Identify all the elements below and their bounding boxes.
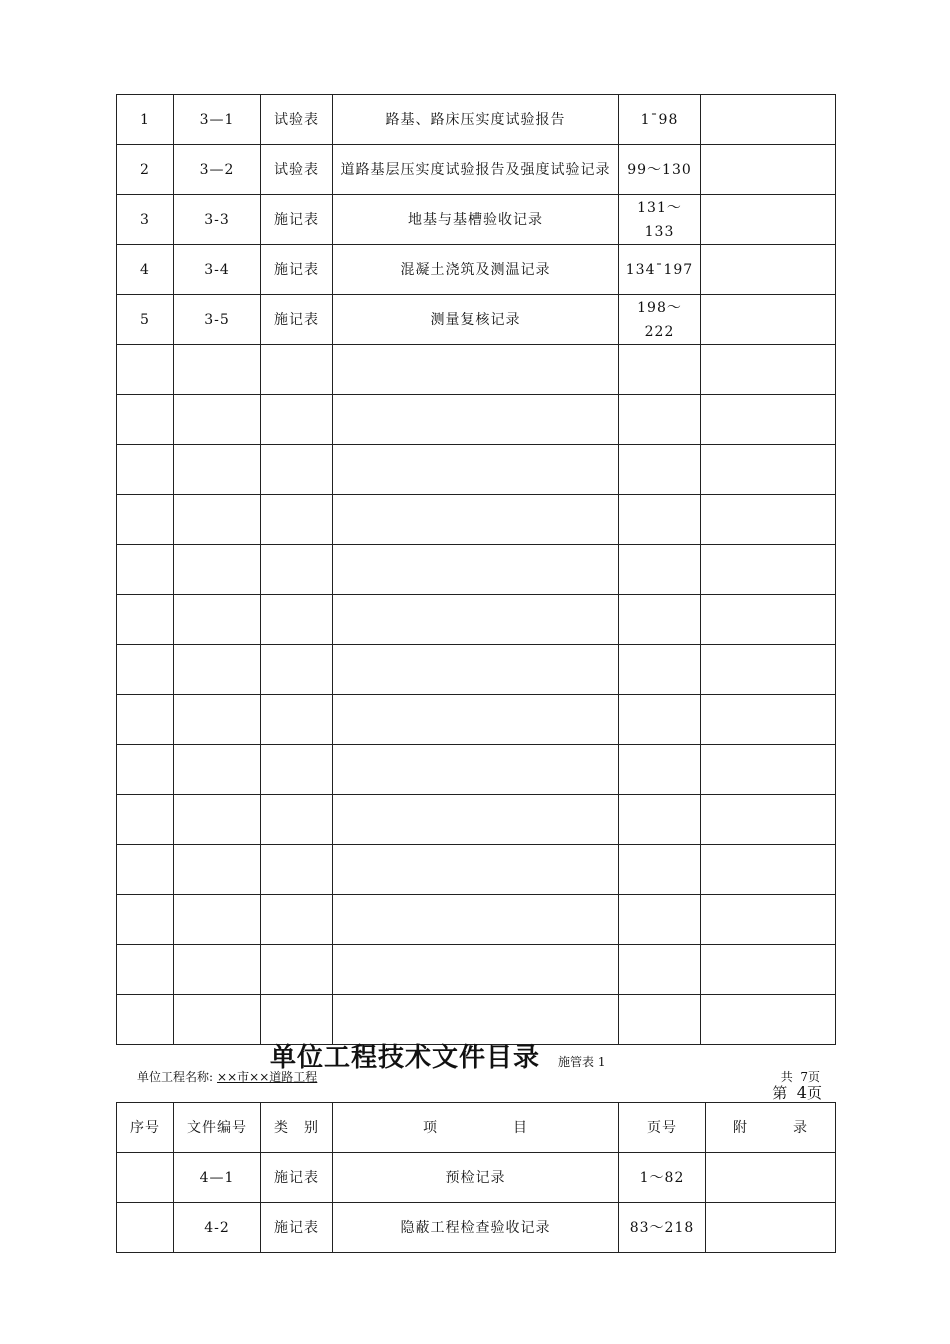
empty-cell (701, 495, 836, 545)
empty-cell (174, 945, 261, 995)
table-row (117, 95, 836, 145)
page-current (772, 1082, 822, 1103)
cell-category: 施记表 (261, 1153, 333, 1203)
empty-cell (261, 545, 333, 595)
empty-cell (619, 395, 701, 445)
empty-cell (174, 645, 261, 695)
empty-cell (117, 895, 174, 945)
empty-cell (261, 395, 333, 445)
cell-pages: 134¯197 (619, 245, 701, 295)
empty-cell (261, 745, 333, 795)
table-row (117, 1203, 836, 1253)
cell-category: 施记表 (261, 1203, 333, 1253)
cell-pages: 83～218 (619, 1203, 706, 1253)
empty-cell (117, 545, 174, 595)
empty-cell (117, 695, 174, 745)
cell-code: 3—2 (174, 145, 261, 195)
cell-appendix (701, 95, 836, 145)
cell-pages: 1¯98 (619, 95, 701, 145)
empty-cell (333, 795, 619, 845)
form-code: 施管表 1 (558, 1055, 606, 1069)
empty-table-row (117, 395, 836, 445)
empty-cell (261, 945, 333, 995)
empty-cell (701, 595, 836, 645)
empty-cell (333, 695, 619, 745)
empty-cell (174, 895, 261, 945)
cell-code: 3-4 (174, 245, 261, 295)
empty-cell (619, 545, 701, 595)
empty-cell (701, 895, 836, 945)
empty-cell (701, 645, 836, 695)
empty-cell (261, 495, 333, 545)
empty-cell (701, 945, 836, 995)
empty-cell (174, 995, 261, 1045)
empty-table-row (117, 895, 836, 945)
cell-category: 施记表 (261, 245, 333, 295)
empty-cell (619, 645, 701, 695)
empty-cell (174, 395, 261, 445)
empty-cell (701, 745, 836, 795)
cell-code: 4—1 (174, 1153, 261, 1203)
cell-appendix (701, 245, 836, 295)
empty-cell (619, 695, 701, 745)
empty-cell (261, 895, 333, 945)
header-item: 项 目 (333, 1103, 619, 1153)
empty-cell (619, 495, 701, 545)
cell-item: 测量复核记录 (333, 295, 619, 345)
empty-cell (333, 545, 619, 595)
empty-cell (701, 345, 836, 395)
cell-pages: 99～130 (619, 145, 701, 195)
document-title: 单位工程技术文件目录 (270, 1043, 541, 1073)
empty-cell (261, 595, 333, 645)
empty-cell (701, 545, 836, 595)
empty-table-row (117, 595, 836, 645)
empty-table-row (117, 345, 836, 395)
unit-name-value: ××市××道路工程 (217, 1070, 318, 1084)
empty-table-row (117, 495, 836, 545)
current-page-unit: 页 (806, 1084, 822, 1102)
cell-seq: 2 (117, 145, 174, 195)
empty-cell (174, 795, 261, 845)
empty-cell (333, 645, 619, 695)
bottom-table-body (117, 1103, 836, 1253)
cell-pages: 1～82 (619, 1153, 706, 1203)
cell-category: 施记表 (261, 195, 333, 245)
cell-pages: 131～133 (619, 195, 701, 245)
empty-cell (701, 395, 836, 445)
unit-name-row (137, 1068, 321, 1085)
empty-cell (261, 445, 333, 495)
empty-cell (619, 795, 701, 845)
cell-appendix (701, 295, 836, 345)
empty-cell (117, 445, 174, 495)
empty-cell (619, 745, 701, 795)
empty-cell (701, 845, 836, 895)
empty-cell (117, 595, 174, 645)
empty-cell (174, 495, 261, 545)
empty-cell (117, 495, 174, 545)
empty-cell (333, 845, 619, 895)
empty-cell (333, 745, 619, 795)
empty-cell (117, 945, 174, 995)
total-page-unit: 页 (807, 1070, 820, 1084)
empty-cell (117, 845, 174, 895)
table-row (117, 195, 836, 245)
bottom-file-table (116, 1102, 836, 1253)
table-row (117, 245, 836, 295)
empty-cell (174, 445, 261, 495)
empty-cell (117, 995, 174, 1045)
empty-cell (117, 395, 174, 445)
unit-name-label: 单位工程名称: (137, 1070, 214, 1084)
empty-cell (619, 845, 701, 895)
empty-cell (174, 345, 261, 395)
table-row (117, 145, 836, 195)
cell-category: 试验表 (261, 145, 333, 195)
header-seq: 序号 (117, 1103, 174, 1153)
header-pages: 页号 (619, 1103, 706, 1153)
empty-cell (174, 845, 261, 895)
empty-cell (619, 345, 701, 395)
cell-seq (117, 1203, 174, 1253)
top-table-body (117, 95, 836, 1045)
empty-table-row (117, 695, 836, 745)
empty-cell (174, 545, 261, 595)
empty-cell (333, 945, 619, 995)
empty-cell (619, 445, 701, 495)
header-category: 类 别 (261, 1103, 333, 1153)
current-page: 4 (796, 1083, 807, 1102)
cell-appendix (706, 1203, 836, 1253)
cell-seq: 5 (117, 295, 174, 345)
current-label: 第 (772, 1084, 788, 1102)
cell-seq: 1 (117, 95, 174, 145)
cell-appendix (701, 145, 836, 195)
top-file-table (116, 94, 836, 1045)
empty-cell (117, 645, 174, 695)
empty-cell (701, 795, 836, 845)
empty-cell (261, 845, 333, 895)
empty-cell (619, 595, 701, 645)
cell-code: 3-5 (174, 295, 261, 345)
cell-pages: 198～222 (619, 295, 701, 345)
cell-code: 3-3 (174, 195, 261, 245)
table-row (117, 295, 836, 345)
empty-cell (117, 345, 174, 395)
empty-cell (619, 945, 701, 995)
empty-cell (701, 445, 836, 495)
cell-item: 混凝土浇筑及测温记录 (333, 245, 619, 295)
empty-cell (261, 795, 333, 845)
empty-cell (701, 695, 836, 745)
empty-table-row (117, 445, 836, 495)
empty-cell (333, 595, 619, 645)
empty-cell (261, 695, 333, 745)
total-pages: 7 (800, 1070, 808, 1084)
empty-cell (261, 345, 333, 395)
empty-table-row (117, 545, 836, 595)
empty-cell (333, 495, 619, 545)
table-row (117, 1153, 836, 1203)
cell-appendix (706, 1153, 836, 1203)
empty-cell (174, 745, 261, 795)
empty-cell (619, 995, 701, 1045)
cell-category: 施记表 (261, 295, 333, 345)
empty-cell (333, 895, 619, 945)
empty-cell (701, 995, 836, 1045)
empty-table-row (117, 745, 836, 795)
empty-table-row (117, 945, 836, 995)
empty-cell (117, 795, 174, 845)
empty-cell (117, 745, 174, 795)
cell-seq: 4 (117, 245, 174, 295)
empty-cell (174, 595, 261, 645)
empty-table-row (117, 845, 836, 895)
cell-item: 地基与基槽验收记录 (333, 195, 619, 245)
empty-cell (261, 645, 333, 695)
empty-table-row (117, 795, 836, 845)
empty-cell (333, 445, 619, 495)
empty-cell (333, 345, 619, 395)
cell-code: 3—1 (174, 95, 261, 145)
empty-cell (333, 395, 619, 445)
cell-item: 道路基层压实度试验报告及强度试验记录 (333, 145, 619, 195)
cell-seq (117, 1153, 174, 1203)
cell-item: 路基、路床压实度试验报告 (333, 95, 619, 145)
cell-appendix (701, 195, 836, 245)
empty-table-row (117, 645, 836, 695)
cell-seq: 3 (117, 195, 174, 245)
header-code: 文件编号 (174, 1103, 261, 1153)
header-row (117, 1103, 836, 1153)
total-label: 共 (780, 1070, 793, 1084)
empty-cell (174, 695, 261, 745)
cell-code: 4-2 (174, 1203, 261, 1253)
cell-item: 预检记录 (333, 1153, 619, 1203)
cell-item: 隐蔽工程检查验收记录 (333, 1203, 619, 1253)
cell-category: 试验表 (261, 95, 333, 145)
empty-cell (619, 895, 701, 945)
header-appendix: 附 录 (706, 1103, 836, 1153)
